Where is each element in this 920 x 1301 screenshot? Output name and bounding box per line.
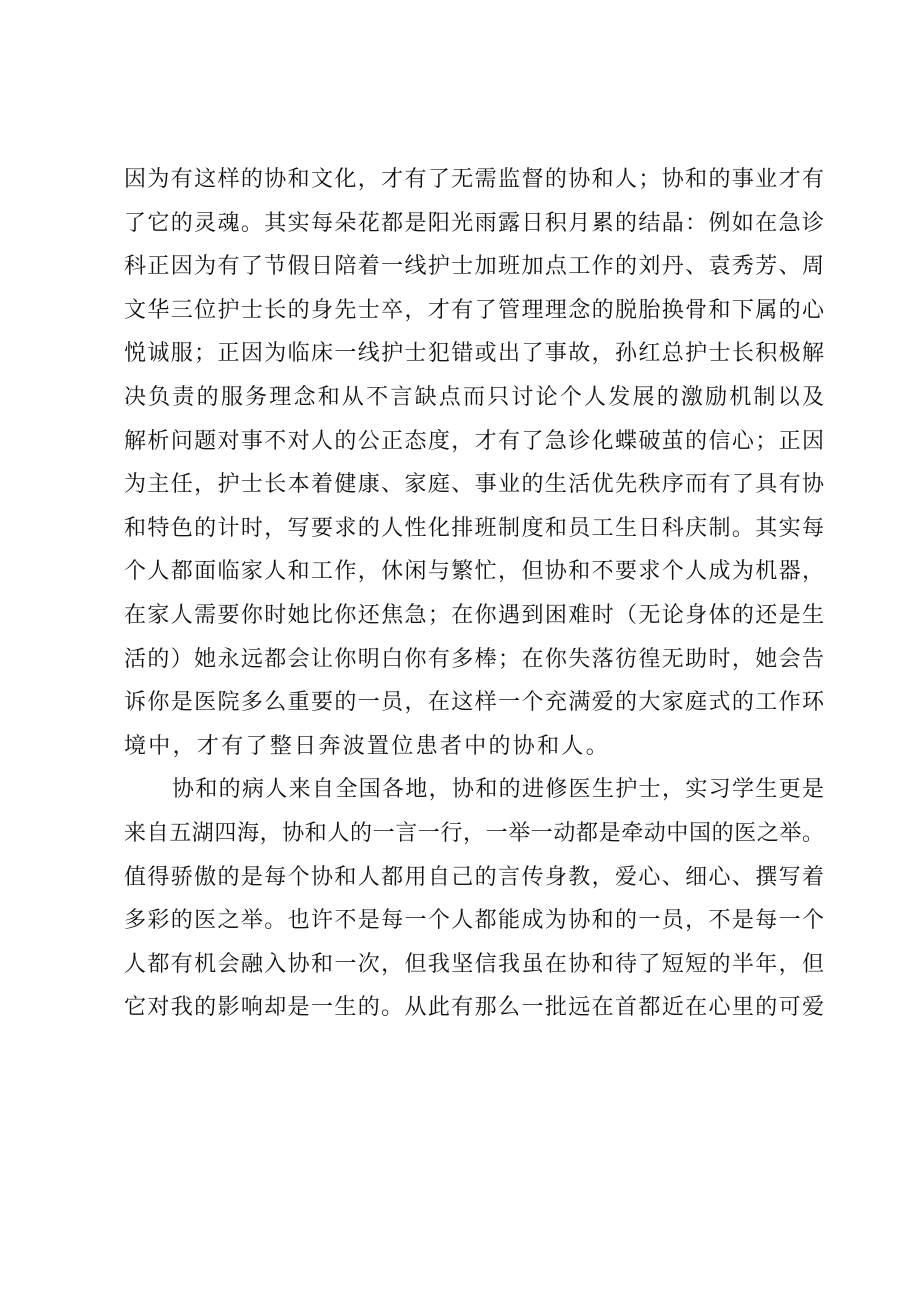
- text-line: 人都有机会融入协和一次，但我坚信我虽在协和待了短短的半年，但: [124, 951, 824, 977]
- text-line: 悦诚服；正因为临床一线护士犯错或出了事故，孙红总护士长积极解: [124, 341, 824, 367]
- text-line: 它对我的影响却是一生的。从此有那么一批远在首都近在心里的可爱: [124, 995, 824, 1021]
- text-line: 来自五湖四海，协和人的一言一行，一举一动都是牵动中国的医之举。: [124, 820, 824, 846]
- text-line: 活的）她永远都会让你明白你有多棒；在你失落彷徨无助时，她会告: [124, 646, 824, 672]
- text-line: 文华三位护士长的身先士卒，才有了管理理念的脱胎换骨和下属的心: [124, 297, 824, 323]
- text-line: 在家人需要你时她比你还焦急；在你遇到困难时（无论身体的还是生: [124, 602, 824, 628]
- text-line: 了它的灵魂。其实每朵花都是阳光雨露日积月累的结晶：例如在急诊: [124, 210, 824, 236]
- paragraph-start-line: 协和的病人来自全国各地，协和的进修医生护士，实习学生更是: [172, 777, 824, 803]
- paragraph-end-line: 境中，才有了整日奔波置位患者中的协和人。: [124, 733, 611, 759]
- text-line: 多彩的医之举。也许不是每一个人都能成为协和的一员，不是每一个: [124, 908, 824, 934]
- text-line: 诉你是医院多么重要的一员，在这样一个充满爱的大家庭式的工作环: [124, 690, 824, 716]
- text-line: 决负责的服务理念和从不言缺点而只讨论个人发展的激励机制以及: [124, 384, 824, 410]
- text-line: 值得骄傲的是每个协和人都用自己的言传身教，爱心、细心、撰写着: [124, 864, 824, 890]
- text-line: 科正因为有了节假日陪着一线护士加班加点工作的刘丹、袁秀芳、周: [124, 254, 824, 280]
- text-line: 解析问题对事不对人的公正态度，才有了急诊化蝶破茧的信心；正因: [124, 428, 824, 454]
- text-line: 为主任，护士长本着健康、家庭、事业的生活优先秩序而有了具有协: [124, 472, 824, 498]
- body-text: [124, 158, 824, 1030]
- text-line: 和特色的计时，写要求的人性化排班制度和员工生日科庆制。其实每: [124, 515, 824, 541]
- text-line: 因为有这样的协和文化，才有了无需监督的协和人；协和的事业才有: [124, 167, 824, 192]
- text-line: 个人都面临家人和工作，休闲与繁忙，但协和不要求个人成为机器，: [124, 559, 824, 585]
